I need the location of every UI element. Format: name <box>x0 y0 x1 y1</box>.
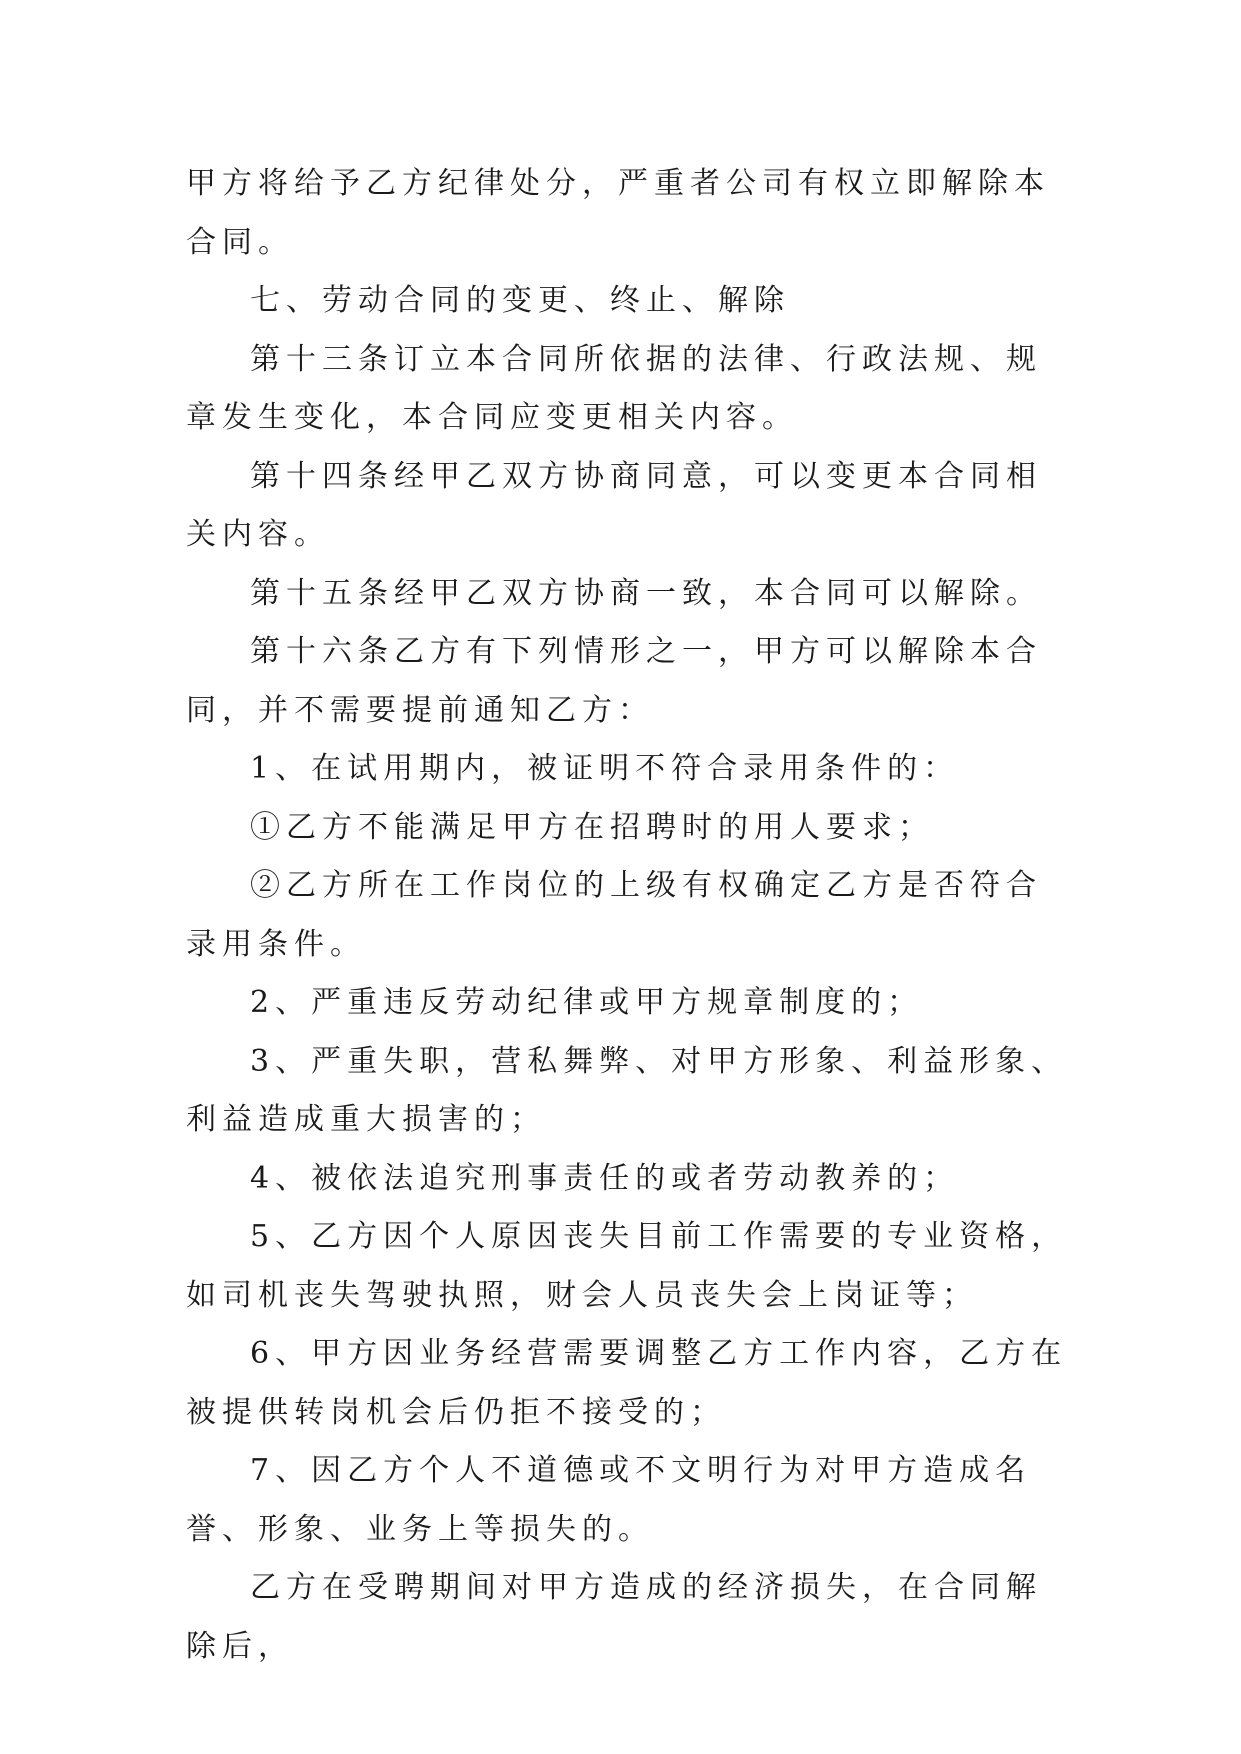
clause-6: 6、甲方因业务经营需要调整乙方工作内容，乙方在被提供转岗机会后仍拒不接受的； <box>186 1336 1068 1430</box>
article-13: 第十三条订立本合同所依据的法律、行政法规、规章发生变化，本合同应变更相关内容。 <box>186 341 1042 435</box>
clause-1: 1、在试用期内，被证明不符合录用条件的： <box>250 751 960 786</box>
article-16: 第十六条乙方有下列情形之一，甲方可以解除本合同，并不需要提前通知乙方： <box>186 634 1042 728</box>
clause-1-sub-2: ②乙方所在工作岗位的上级有权确定乙方是否符合录用条件。 <box>186 868 1042 962</box>
clause-2: 2、严重违反劳动纪律或甲方规章制度的； <box>250 985 924 1020</box>
paragraph-compensation: 乙方在受聘期间对甲方造成的经济损失，在合同解除后， <box>186 1570 1042 1664</box>
clause-1-sub-1: ①乙方不能满足甲方在招聘时的用人要求； <box>250 809 934 845</box>
clause-4: 4、被依法追究刑事责任的或者劳动教养的； <box>250 1160 960 1196</box>
article-15: 第十五条经甲乙双方协商一致，本合同可以解除。 <box>250 575 1042 611</box>
document-body <box>186 155 1076 1676</box>
section-heading-7: 七、劳动合同的变更、终止、解除 <box>250 283 790 318</box>
clause-5: 5、乙方因个人原因丧失目前工作需要的专业资格，如司机丧失驾驶执照，财会人员丧失会上岗证等； <box>186 1219 1068 1313</box>
article-14: 第十四条经甲乙双方协商同意，可以变更本合同相关内容。 <box>186 458 1042 552</box>
paragraph-1: 甲方将给予乙方纪律处分，严重者公司有权立即解除本合同。 <box>186 166 1050 260</box>
clause-7: 7、因乙方个人不道德或不文明行为对甲方造成名誉、形象、业务上等损失的。 <box>186 1453 1032 1547</box>
clause-3: 3、严重失职，营私舞弊、对甲方形象、利益形象、利益造成重大损害的； <box>186 1043 1068 1137</box>
